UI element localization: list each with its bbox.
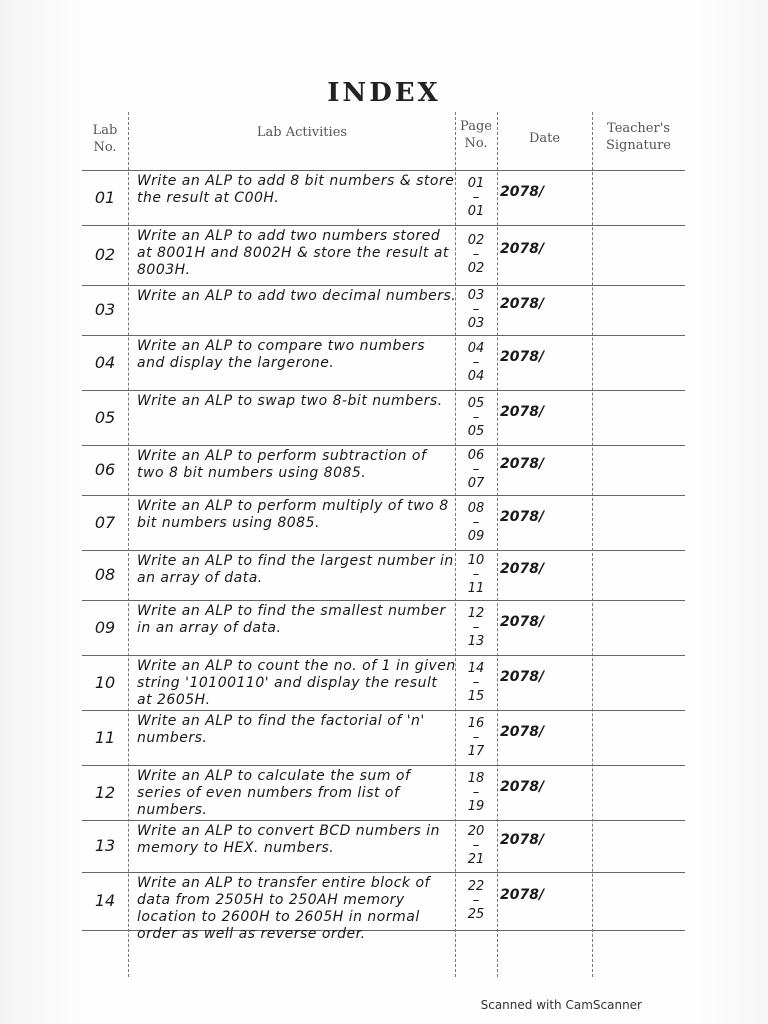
page-from: 02 [467, 233, 485, 248]
page-from: 12 [467, 605, 485, 621]
lab-activity: Write an ALP to perform subtraction of two 8 bit numbers using 8085. [137, 448, 427, 481]
page-range: 16 – 17 [455, 717, 497, 759]
lab-number: 08 [94, 565, 116, 584]
lab-number: 06 [94, 460, 116, 479]
page-from: 16 [467, 715, 485, 731]
lab-activity: Write an ALP to count the no. of 1 in given string '10100110' and display the result at 2605H. [137, 658, 456, 708]
lab-number: 04 [94, 352, 116, 372]
page-to: 02 [467, 261, 485, 276]
page-range: 03 – 03 [455, 289, 497, 331]
scanner-watermark: Scanned with CamScanner [480, 998, 642, 1012]
table-row [82, 285, 685, 335]
date: 2078/ [500, 508, 545, 525]
lab-number: 07 [94, 512, 116, 532]
page-range: 18 – 19 [455, 772, 497, 814]
table-row [82, 390, 685, 445]
table-row [82, 550, 685, 600]
lab-number: 14 [94, 891, 116, 910]
date: 2078/ [500, 832, 545, 848]
page-to: 17 [467, 743, 485, 759]
lab-activity: Write an ALP to compare two numbers and display the largerone. [137, 338, 426, 371]
page-from: 05 [467, 395, 485, 411]
table-row [82, 600, 685, 655]
date: 2078/ [500, 613, 545, 630]
lab-activity: Write an ALP to swap two 8-bit numbers. [137, 393, 443, 409]
lab-number: 13 [94, 836, 116, 855]
page-to: 07 [467, 476, 485, 491]
page-to: 15 [467, 688, 485, 704]
page-range: 22 – 25 [455, 880, 497, 922]
table-row [82, 872, 685, 942]
header-lab-no: Lab No. [92, 123, 118, 155]
table-row [82, 170, 685, 225]
page-from: 20 [467, 824, 485, 839]
lab-activity: Write an ALP to add two numbers stored at 8001H and 8002H & store the result at 8003H. [137, 228, 449, 278]
header-activities: Lab Activities [256, 125, 348, 140]
page-from: 06 [467, 448, 485, 463]
lab-number: 10 [94, 672, 116, 692]
page-range: 08 – 09 [455, 502, 497, 544]
index-table [82, 112, 685, 977]
page-to: 05 [467, 423, 485, 439]
date: 2078/ [500, 723, 545, 740]
table-row [82, 765, 685, 820]
page-to: 25 [467, 907, 485, 922]
page-range: 05 – 05 [455, 397, 497, 439]
date: 2078/ [500, 403, 545, 420]
lab-activity: Write an ALP to transfer entire block of data from 2505H to 250AH memory location to 2600H to 2605H in normal order as well as reverse order. [137, 875, 430, 942]
page-title: INDEX [327, 78, 441, 108]
page-to: 19 [467, 798, 485, 814]
table-row [82, 445, 685, 495]
page-to: 01 [467, 203, 485, 219]
page-from: 01 [467, 175, 485, 191]
date: 2078/ [500, 456, 545, 472]
page-from: 03 [467, 288, 485, 303]
date: 2078/ [500, 778, 545, 795]
page-to: 13 [467, 633, 485, 649]
lab-activity: Write an ALP to find the smallest number in an array of data. [137, 603, 446, 636]
date: 2078/ [500, 348, 545, 365]
lab-number: 02 [94, 245, 116, 264]
header-signature: Teacher's Signature [605, 121, 671, 153]
page-range: 04 – 04 [455, 342, 497, 384]
lab-number: 12 [94, 782, 116, 802]
page-from: 10 [467, 553, 485, 568]
table-row [82, 655, 685, 710]
table-row [82, 495, 685, 550]
page-from: 22 [467, 879, 485, 894]
page-to: 11 [467, 581, 485, 596]
date: 2078/ [500, 296, 545, 312]
page-range: 14 – 15 [455, 662, 497, 704]
lab-number: 03 [94, 300, 116, 319]
page-to: 09 [467, 528, 485, 544]
table-row [82, 820, 685, 872]
date: 2078/ [500, 887, 545, 903]
page-range: 01 – 01 [455, 177, 497, 219]
page-to: 03 [467, 316, 485, 331]
page-to: 21 [467, 852, 485, 867]
date: 2078/ [500, 241, 545, 257]
lab-activity: Write an ALP to find the factorial of 'n' numbers. [137, 713, 425, 746]
lab-number: 01 [94, 187, 116, 207]
page-from: 18 [467, 770, 485, 786]
date: 2078/ [500, 561, 545, 577]
table-row [82, 335, 685, 390]
lab-number: 11 [94, 727, 116, 747]
header-page-no: Page No. [460, 119, 492, 151]
lab-activity: Write an ALP to perform multiply of two 8 bit numbers using 8085. [137, 498, 449, 531]
page-range: 02 – 02 [455, 234, 497, 276]
page-range: 10 – 11 [455, 554, 497, 596]
page-from: 14 [467, 660, 485, 676]
header-date: Date [528, 131, 561, 146]
lab-activity: Write an ALP to calculate the sum of series of even numbers from list of numbers. [137, 768, 411, 818]
page-range: 06 – 07 [455, 449, 497, 491]
page-from: 08 [467, 500, 485, 516]
page-range: 12 – 13 [455, 607, 497, 649]
lab-activity: Write an ALP to convert BCD numbers in memory to HEX. numbers. [137, 823, 440, 856]
lab-activity: Write an ALP to add two decimal numbers. [137, 288, 457, 304]
table-row [82, 225, 685, 285]
page-to: 04 [467, 368, 485, 384]
lab-activity: Write an ALP to add 8 bit numbers & store the result at C00H. [137, 173, 455, 206]
page-range: 20 – 21 [455, 825, 497, 867]
table-row [82, 710, 685, 765]
lab-number: 09 [94, 617, 116, 637]
lab-number: 05 [94, 407, 116, 427]
date: 2078/ [500, 668, 545, 685]
page-from: 04 [467, 340, 485, 356]
date: 2078/ [500, 183, 545, 200]
lab-activity: Write an ALP to find the largest number in an array of data. [137, 553, 454, 586]
